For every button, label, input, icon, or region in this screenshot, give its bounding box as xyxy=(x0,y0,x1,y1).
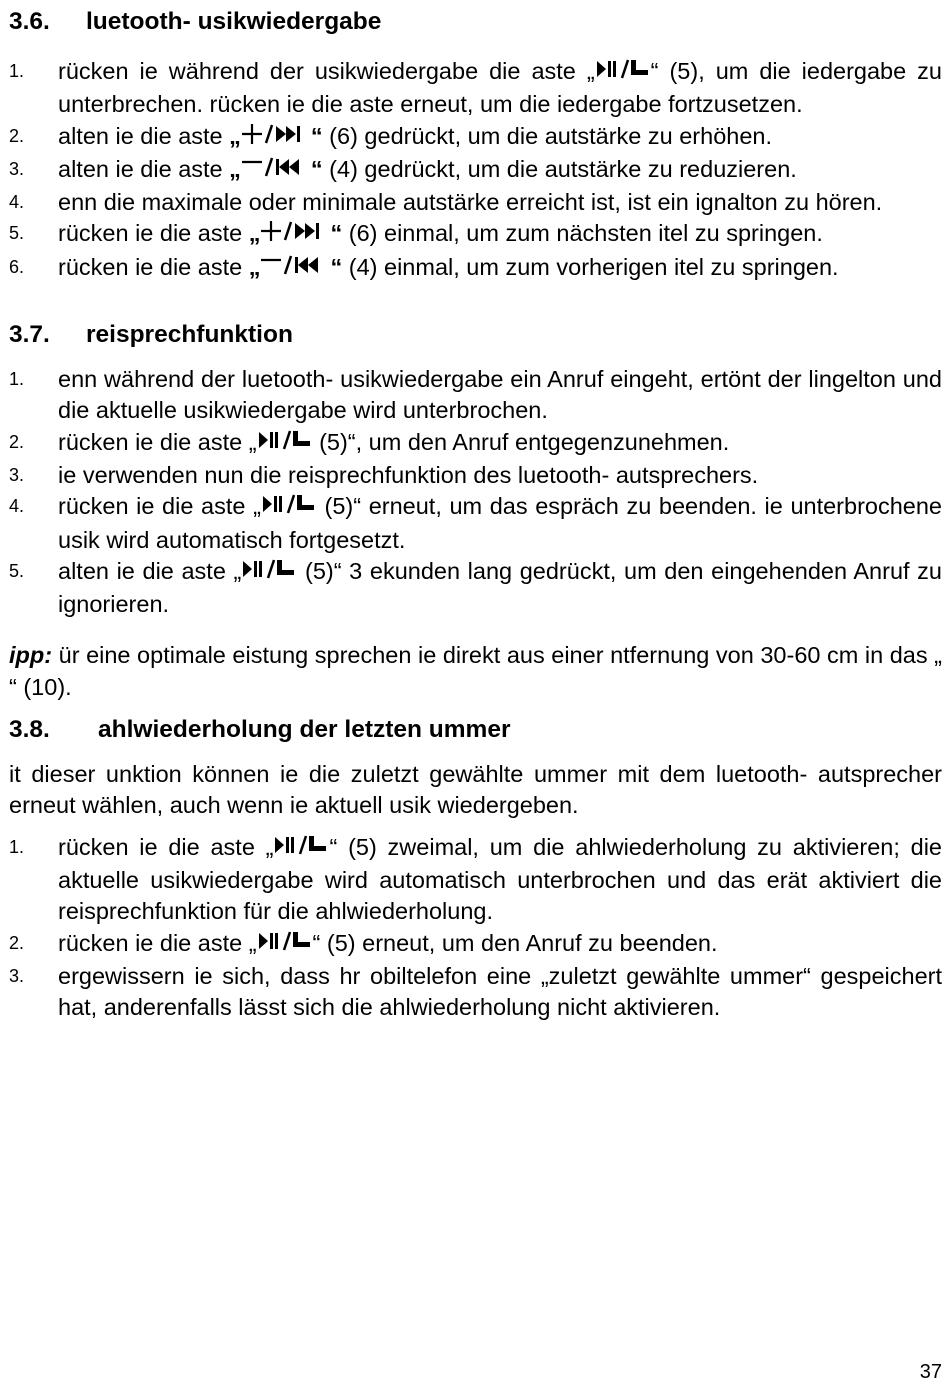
minus-previous-icon xyxy=(241,155,311,187)
section-intro: it dieser unktion können ie die zuletzt gewählte ummer mit dem luetooth- autsprecher erneut wählen, auch wenn ie aktuell usik wiedergeben. xyxy=(9,761,942,819)
plus-next-icon xyxy=(260,219,330,251)
list-item: 4. rücken ie die aste „ (5)“ erneut, um das espräch zu beenden. ie unterbrochene usik wird automatisch fortgesetzt. xyxy=(9,493,942,553)
list-item: 1. enn während der luetooth- usikwiedergabe ein Anruf eingeht, ertönt der lingelton und die aktuelle usikwiedergabe wird unterbrochen. xyxy=(9,366,942,424)
list-item: 3. ie verwenden nun die reisprechfunktion des luetooth- autsprechers. xyxy=(9,461,759,488)
list-item: 4. enn die maximale oder minimale autstärke erreicht ist, ist ein ignalton zu hören. xyxy=(9,189,883,216)
section-3-7 xyxy=(9,319,942,620)
list-item: 2. rücken ie die aste „ (5)“, um den Anruf entgegenzunehmen. xyxy=(9,427,942,460)
manual-page xyxy=(9,6,942,1023)
list-item: 3. alten ie die aste „ “ (4) gedrückt, um die autstärke zu reduzieren. xyxy=(9,154,942,187)
section-heading: 3.6. luetooth- usikwiedergabe xyxy=(9,8,382,35)
list-item: 1. rücken ie während der usikwiedergabe die aste „ “ (5), um die iedergabe zu unterbrechen. rücken ie die aste erneut, um die iedergabe fortzusetzen. xyxy=(9,58,942,118)
instruction-list xyxy=(9,364,942,620)
list-item: 2. rücken ie die aste „ “ (5) erneut, um den Anruf zu beenden. xyxy=(9,928,942,961)
minus-previous-icon xyxy=(260,253,330,285)
section-3-8 xyxy=(9,714,942,1023)
play-pause-phone-icon xyxy=(241,557,297,589)
play-pause-phone-icon xyxy=(257,428,313,460)
list-item: 5. rücken ie die aste „ “ (6) einmal, um zum nächsten itel zu springen. xyxy=(9,218,942,251)
list-item: 6. rücken ie die aste „ “ (4) einmal, um zum vorherigen itel zu springen. xyxy=(9,252,942,285)
instruction-list xyxy=(9,56,942,285)
list-item: 3. ergewissern ie sich, dass hr obiltelefon eine „zuletzt gewählte ummer“ gespeichert hat, anderenfalls lässt sich die ahlwiederholung nicht aktivieren. xyxy=(9,962,942,1021)
section-heading: 3.7. reisprechfunktion xyxy=(9,321,293,349)
play-pause-phone-icon xyxy=(257,929,313,961)
play-pause-phone-icon xyxy=(595,57,651,89)
section-3-6 xyxy=(9,6,942,285)
plus-next-icon xyxy=(241,122,311,154)
list-item: 2. alten ie die aste „ “ (6) gedrückt, um die autstärke zu erhöhen. xyxy=(9,121,942,154)
page-number: 37 xyxy=(919,1361,942,1383)
list-item: 5. alten ie die aste „ (5)“ 3 ekunden lang gedrückt, um den eingehenden Anruf zu ignorieren. xyxy=(9,557,942,618)
play-pause-phone-icon xyxy=(273,833,329,865)
section-heading: 3.8. ahlwiederholung der letzten ummer xyxy=(9,716,511,744)
tip-paragraph: ipp: ür eine optimale eistung sprechen ie direkt aus einer ntfernung von 30-60 cm in das „ “ (10). xyxy=(9,642,942,700)
list-item: 1. rücken ie die aste „ “ (5) zweimal, um die ahlwiederholung zu aktivieren; die aktuelle usikwiedergabe wird automatisch unterbrochen und das erät aktiviert die reisprechfunktion für die ahlwiederholung. xyxy=(9,833,942,925)
instruction-list xyxy=(9,832,942,1024)
play-pause-phone-icon xyxy=(261,492,317,524)
